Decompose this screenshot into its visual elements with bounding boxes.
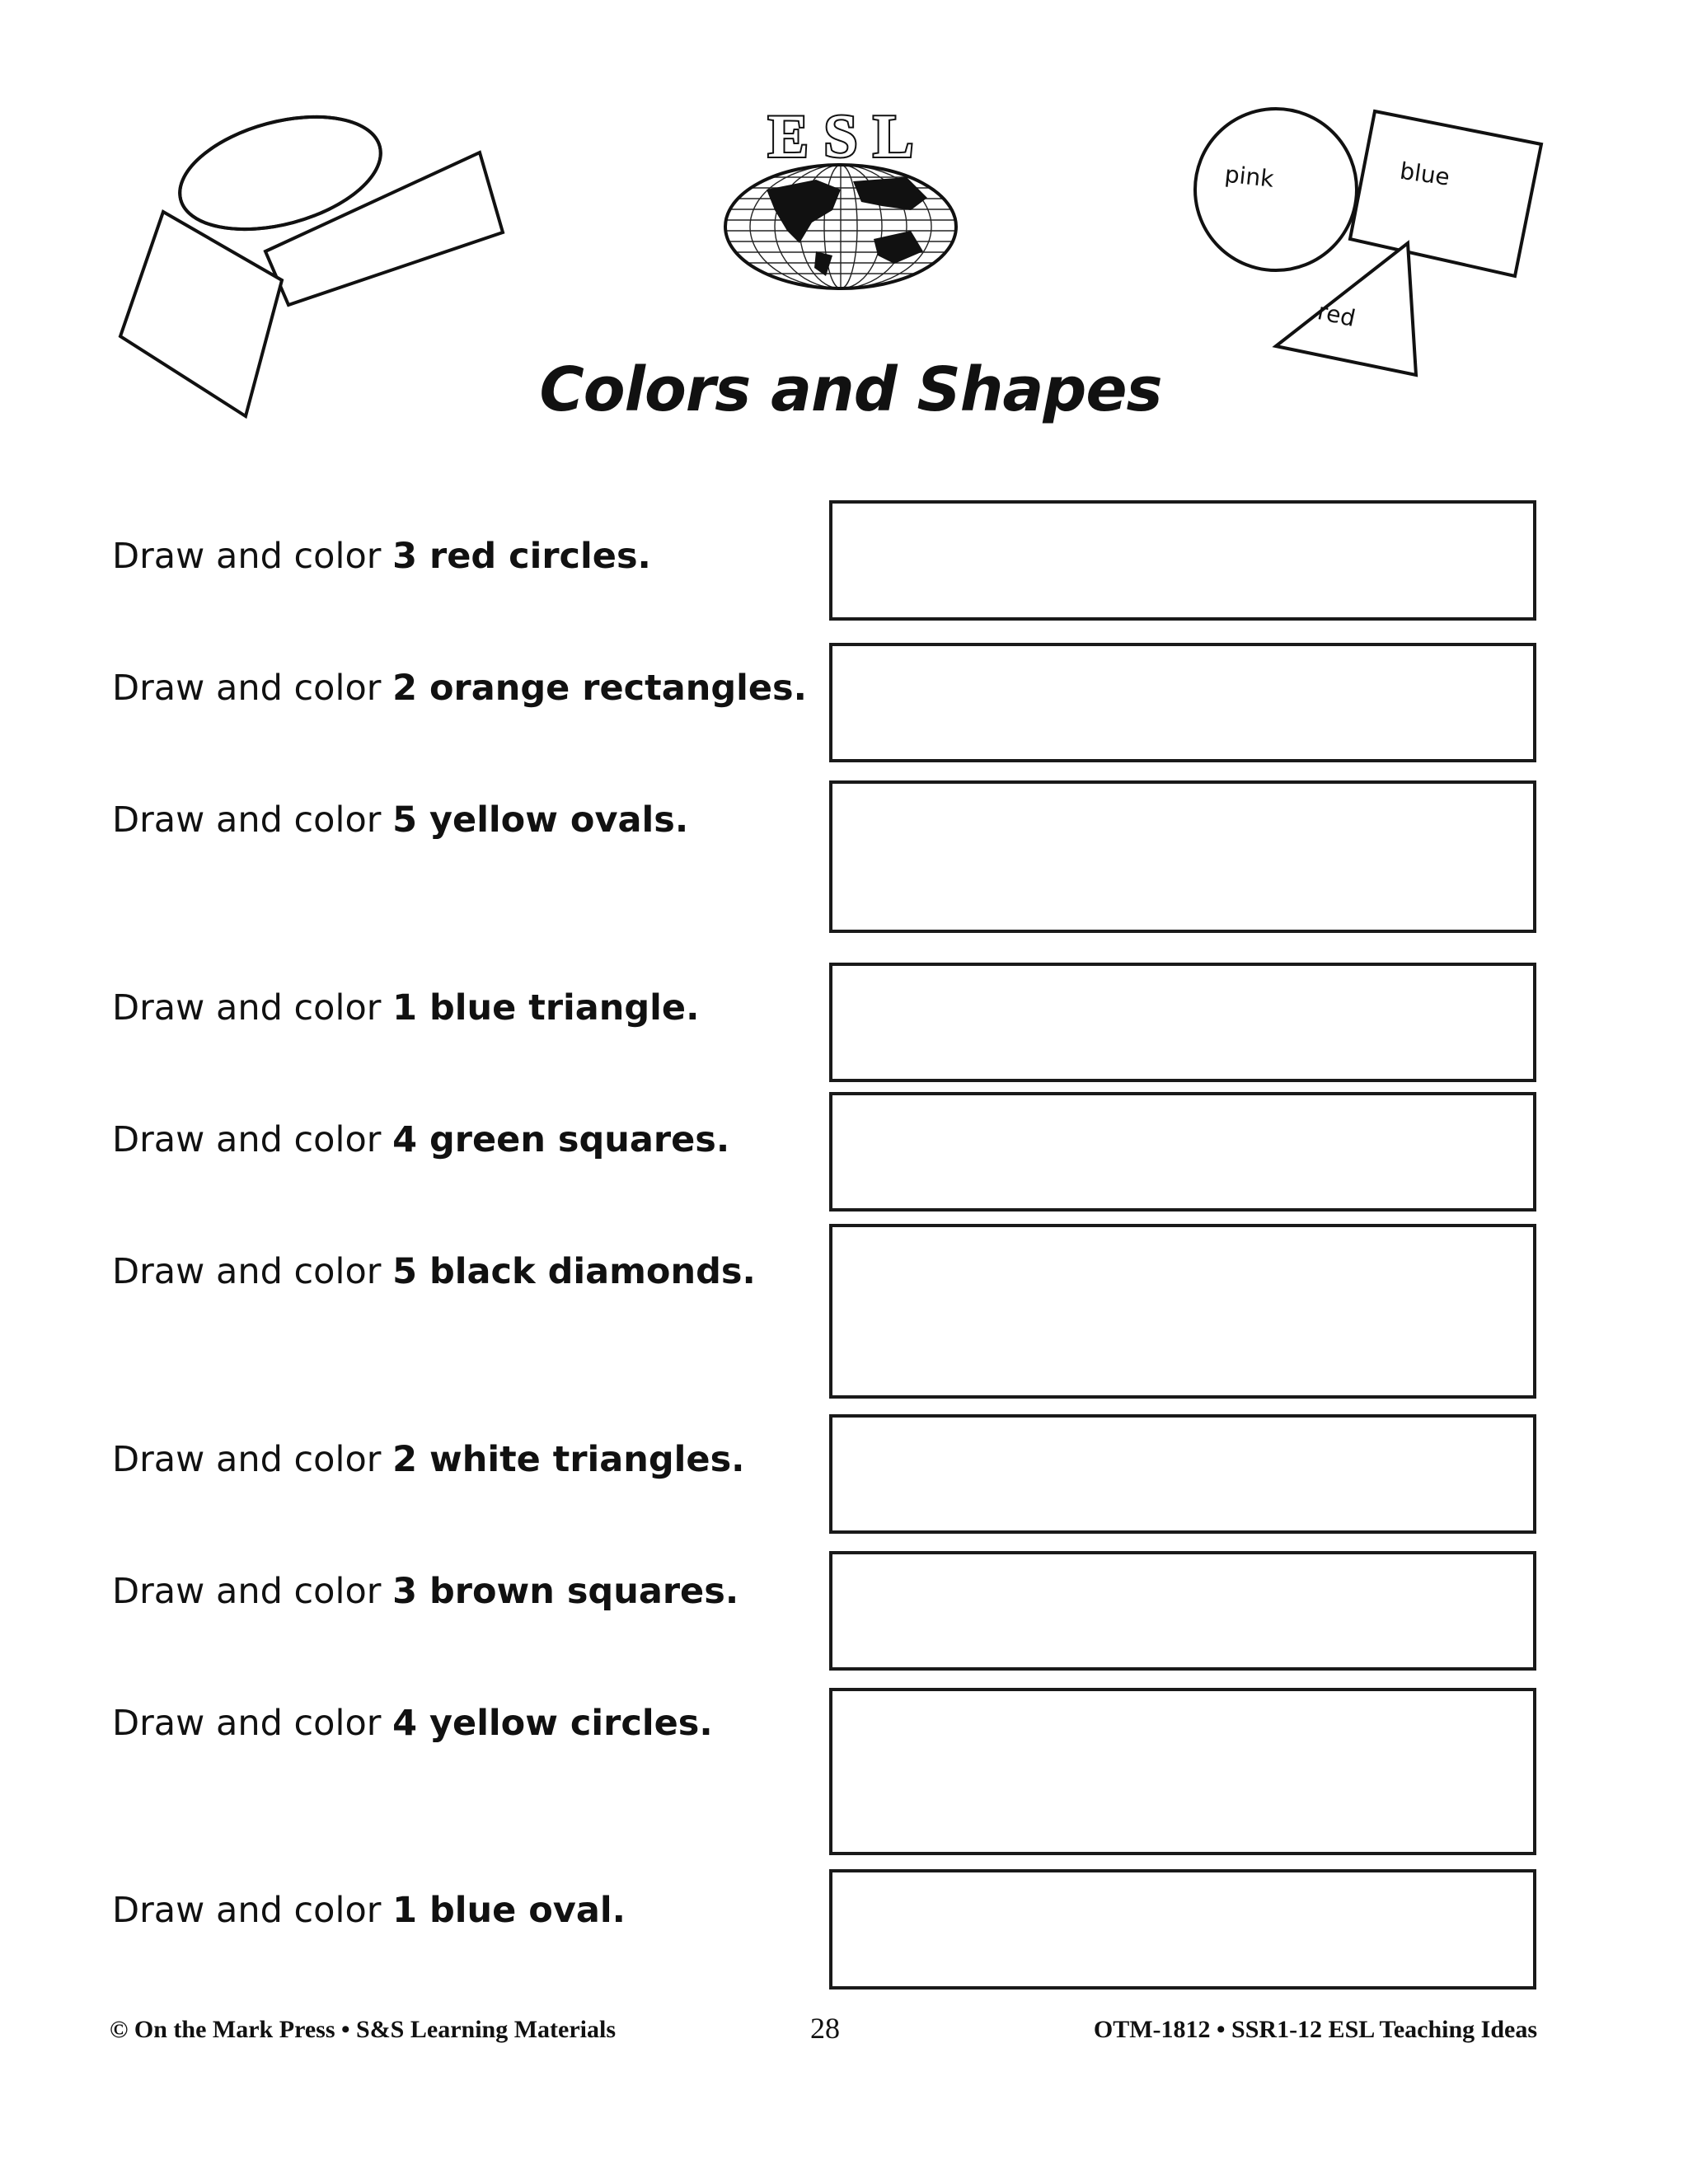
- rectangle-outline: [1350, 111, 1541, 276]
- drawing-box[interactable]: [829, 1869, 1536, 1990]
- instruction-amount: 2 white triangles: [392, 1439, 732, 1480]
- instruction-amount: 4 green squares: [392, 1119, 716, 1160]
- instruction-suffix: .: [674, 799, 689, 841]
- instruction-amount: 1 blue oval: [392, 1890, 612, 1931]
- drawing-box[interactable]: [829, 963, 1536, 1082]
- footer-product-code: OTM-1812 • SSR1-12 ESL Teaching Ideas: [1093, 2016, 1537, 2043]
- instruction-prefix: Draw and color: [112, 1251, 393, 1292]
- instruction-suffix: .: [715, 1119, 730, 1160]
- instruction-row: [112, 1571, 738, 1612]
- instruction-suffix: .: [686, 987, 700, 1029]
- drawing-box[interactable]: [829, 500, 1536, 621]
- instruction-amount: 3 brown squares: [392, 1571, 725, 1612]
- instruction-row: [112, 536, 651, 577]
- red-label: red: [1315, 298, 1358, 333]
- drawing-box[interactable]: [829, 643, 1536, 762]
- circle-outline: [1195, 109, 1357, 270]
- instruction-prefix: Draw and color: [112, 987, 393, 1029]
- instruction-row: [112, 1439, 745, 1480]
- instruction-prefix: Draw and color: [112, 1890, 393, 1931]
- instruction-suffix: .: [731, 1439, 745, 1480]
- instruction-suffix: .: [612, 1890, 626, 1931]
- instruction-suffix: .: [793, 668, 807, 709]
- instruction-prefix: Draw and color: [112, 668, 393, 709]
- instruction-amount: 3 red circles: [392, 536, 638, 577]
- instruction-amount: 2 orange rectangles: [392, 668, 794, 709]
- instruction-prefix: Draw and color: [112, 799, 393, 841]
- drawing-box[interactable]: [829, 1224, 1536, 1399]
- page-number: 28: [810, 2012, 840, 2045]
- esl-globe-logo: [717, 99, 964, 297]
- blue-label: blue: [1398, 157, 1451, 191]
- instruction-row: [112, 1890, 626, 1931]
- instruction-prefix: Draw and color: [112, 1119, 393, 1160]
- instruction-prefix: Draw and color: [112, 1571, 393, 1612]
- drawing-box[interactable]: [829, 1414, 1536, 1534]
- page-title: Colors and Shapes: [539, 354, 1162, 425]
- drawing-box[interactable]: [829, 780, 1536, 933]
- instruction-amount: 5 black diamonds: [392, 1251, 743, 1292]
- drawing-box[interactable]: [829, 1551, 1536, 1671]
- instruction-row: [112, 1703, 713, 1744]
- instruction-row: [112, 799, 688, 841]
- instruction-suffix: .: [637, 536, 651, 577]
- instruction-suffix: .: [699, 1703, 713, 1744]
- esl-logo-text: E S L: [767, 103, 914, 171]
- instruction-prefix: Draw and color: [112, 1703, 393, 1744]
- instruction-suffix: .: [742, 1251, 756, 1292]
- instruction-row: [112, 1251, 756, 1292]
- instruction-amount: 5 yellow ovals: [392, 799, 675, 841]
- drawing-box[interactable]: [829, 1688, 1536, 1855]
- instruction-amount: 1 blue triangle: [392, 987, 687, 1029]
- drawing-box[interactable]: [829, 1092, 1536, 1212]
- shapes-illustration-right: [1169, 107, 1564, 387]
- instruction-prefix: Draw and color: [112, 536, 393, 577]
- instruction-suffix: .: [724, 1571, 739, 1612]
- instruction-amount: 4 yellow circles: [392, 1703, 700, 1744]
- pink-label: pink: [1223, 160, 1276, 193]
- footer-copyright: © On the Mark Press • S&S Learning Materials: [110, 2016, 616, 2043]
- instruction-row: [112, 1119, 729, 1160]
- instruction-row: [112, 987, 699, 1029]
- instruction-row: [112, 668, 807, 709]
- instruction-prefix: Draw and color: [112, 1439, 393, 1480]
- rectangle-outline: [265, 152, 503, 305]
